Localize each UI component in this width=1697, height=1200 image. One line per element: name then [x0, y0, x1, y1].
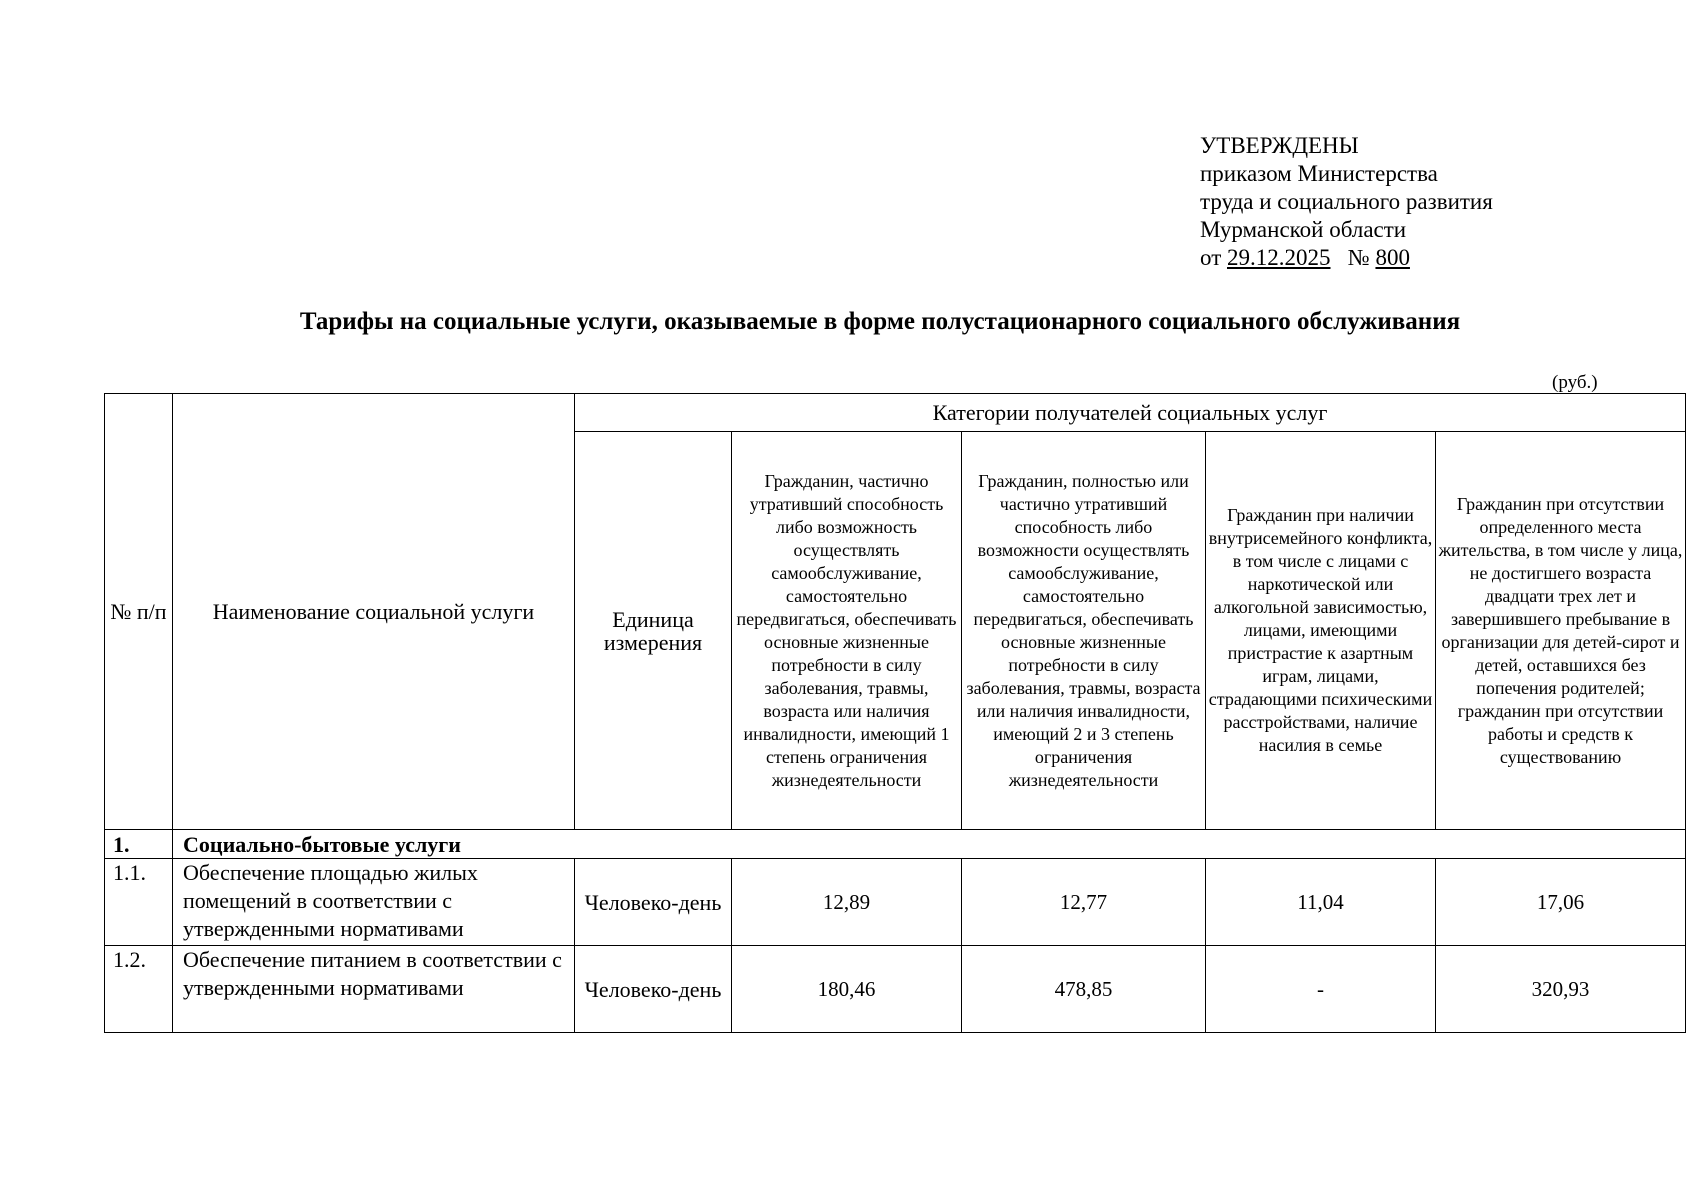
- header-unit: Единица измерения: [575, 432, 732, 830]
- row-value-category-4: 17,06: [1436, 859, 1686, 946]
- approval-date-line: [1200, 244, 1493, 272]
- table-row: [105, 859, 1686, 946]
- date-prefix: от: [1200, 245, 1222, 270]
- row-value-category-3: -: [1206, 946, 1436, 1033]
- row-unit: Человеко-день: [575, 946, 732, 1033]
- row-value-category-3: 11,04: [1206, 859, 1436, 946]
- header-categories: Категории получателей социальных услуг: [575, 394, 1686, 432]
- row-unit: Человеко-день: [575, 859, 732, 946]
- section-row: [105, 830, 1686, 859]
- row-num: 1.2.: [105, 946, 173, 1033]
- row-service-name: Обеспечение площадью жилых помещений в соответствии с утвержденными нормативами: [173, 859, 575, 946]
- row-num: 1.1.: [105, 859, 173, 946]
- approval-line-1: УТВЕРЖДЕНЫ: [1200, 133, 1359, 158]
- approval-line-4: Мурманской области: [1200, 217, 1407, 242]
- section-label: Социально-бытовые услуги: [173, 830, 1686, 859]
- table-row: [105, 946, 1686, 1033]
- approval-line-3: труда и социального развития: [1200, 189, 1493, 214]
- header-row-1: [105, 394, 1686, 432]
- row-value-category-2: 12,77: [962, 859, 1206, 946]
- header-service-name: Наименование социальной услуги: [173, 394, 575, 830]
- row-value-category-1: 12,89: [732, 859, 962, 946]
- document-title: Тарифы на социальные услуги, оказываемые в форме полустационарного социального обслуживания: [299, 308, 1461, 335]
- approval-block: [1200, 132, 1493, 272]
- header-category-1: Гражданин, частично утративший способность либо возможность осуществлять самообслуживание, самостоятельно передвигаться, обеспечивать основные жизненные потребности в силу заболевания, травмы, возраста или наличия инвалидности, имеющий 1 степень ограничения жизнедеятельности: [732, 432, 962, 830]
- row-value-category-2: 478,85: [962, 946, 1206, 1033]
- header-category-4: Гражданин при отсутствии определенного места жительства, в том числе у лица, не достигшего возраста двадцати трех лет и завершившего пребывание в организации для детей-сирот и детей, оставшихся без попечения родителей; гражданин при отсутствии работы и средств к существованию: [1436, 432, 1686, 830]
- number-prefix: №: [1347, 245, 1370, 270]
- row-value-category-4: 320,93: [1436, 946, 1686, 1033]
- header-num: № п/п: [105, 394, 173, 830]
- row-value-category-1: 180,46: [732, 946, 962, 1033]
- currency-note: (руб.): [1552, 372, 1598, 393]
- row-service-name: Обеспечение питанием в соответствии с утвержденными нормативами: [173, 946, 575, 1033]
- tariffs-table: [104, 393, 1686, 1033]
- approval-line-2: приказом Министерства: [1200, 161, 1438, 186]
- approval-date: 29.12.2025: [1227, 245, 1331, 270]
- header-category-3: Гражданин при наличии внутрисемейного конфликта, в том числе с лицами с наркотической или алкогольной зависимостью, лицами, имеющими пристрастие к азартным играм, лицами, страдающими психическими расстройствами, наличие насилия в семье: [1206, 432, 1436, 830]
- header-category-2: Гражданин, полностью или частично утративший способность либо возможности осуществлять самообслуживание, самостоятельно передвигаться, обеспечивать основные жизненные потребности в силу заболевания, травмы, возраста или наличия инвалидности, имеющий 2 и 3 степень ограничения жизнедеятельности: [962, 432, 1206, 830]
- approval-number: 800: [1375, 245, 1410, 270]
- section-num: 1.: [105, 830, 173, 859]
